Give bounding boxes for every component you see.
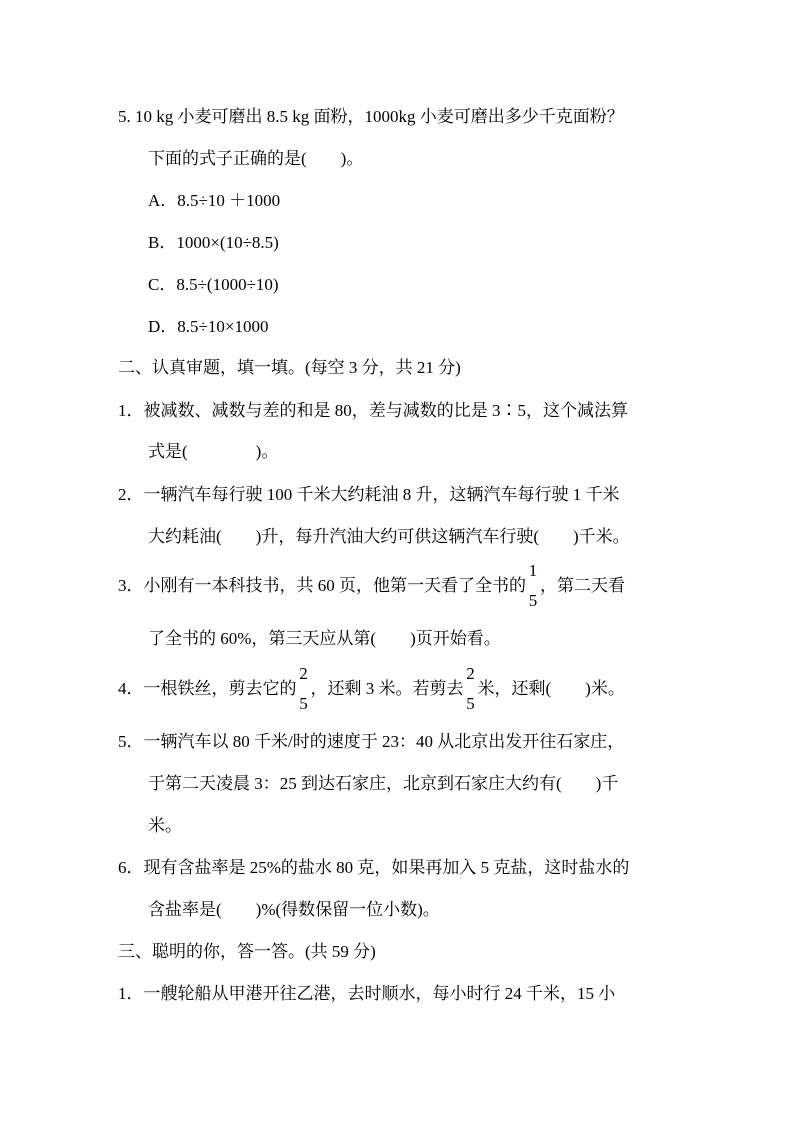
q5-option-b: B．1000×(10÷8.5) [148,233,279,252]
s2-q2-line2: 大约耗油( )升，每升汽油大约可供这辆汽车行驶( )千米。 [148,527,630,546]
s2-q5-line3: 米。 [148,816,182,835]
fraction-two-fifths [465,664,477,714]
s2-q4-text-c: 米，还剩( )米。 [477,679,625,698]
q5-line2: 下面的式子正确的是( )。 [148,149,364,168]
s2-q3-line1 [118,561,625,611]
fraction-denominator: 5 [466,694,475,714]
s2-q5-line2: 于第二天凌晨 3：25 到达石家庄，北京到石家庄大约有( )千 [148,774,619,793]
s2-q4-line1 [118,664,625,714]
section2-title: 二、认真审题，填一填。(每空 3 分，共 21 分) [118,358,461,377]
s2-q2-line1: 2．一辆汽车每行驶 100 千米大约耗油 8 升，这辆汽车每行驶 1 千米 [118,485,620,504]
q5-line1: 5. 10 kg 小麦可磨出 8.5 kg 面粉，1000kg 小麦可磨出多少千克面粉？ [118,107,624,126]
s2-q5-line1: 5．一辆汽车以 80 千米/时的速度于 23：40 从北京出发开往石家庄， [118,732,625,751]
q5-option-d: D．8.5÷10×1000 [148,317,269,336]
fraction-numerator: 2 [466,664,475,684]
s2-q3-text-b: ，第二天看 [540,576,625,595]
fraction-two-fifths [298,664,310,714]
s2-q4-text-b: ，还剩 3 米。若剪去 [310,679,464,698]
s2-q3-line2: 了全书的 60%，第三天应从第( )页开始看。 [148,629,501,648]
fraction-one-fifth [527,561,539,611]
s2-q1-line2: 式是( )。 [148,442,279,461]
fraction-denominator: 5 [299,694,308,714]
s2-q3-text-a: 3．小刚有一本科技书，共 60 页，他第一天看了全书的 [118,576,526,595]
fraction-numerator: 2 [299,664,308,684]
q5-option-c: C．8.5÷(1000÷10) [148,275,279,294]
fraction-numerator: 1 [528,561,538,581]
s2-q6-line1: 6．现有含盐率是 25%的盐水 80 克，如果再加入 5 克盐，这时盐水的 [118,858,630,877]
s2-q4-text-a: 4．一根铁丝，剪去它的 [118,679,297,698]
fraction-denominator: 5 [528,591,538,611]
s3-q1-line1: 1．一艘轮船从甲港开往乙港，去时顺水，每小时行 24 千米，15 小 [118,984,616,1003]
s2-q6-line2: 含盐率是( )%(得数保留一位小数)。 [148,900,440,919]
section3-title: 三、聪明的你，答一答。(共 59 分) [118,942,376,961]
q5-option-a: A．8.5÷10 ＋1000 [148,191,281,210]
s2-q1-line1: 1．被减数、减数与差的和是 80，差与减数的比是 3∶5，这个减法算 [118,401,628,420]
